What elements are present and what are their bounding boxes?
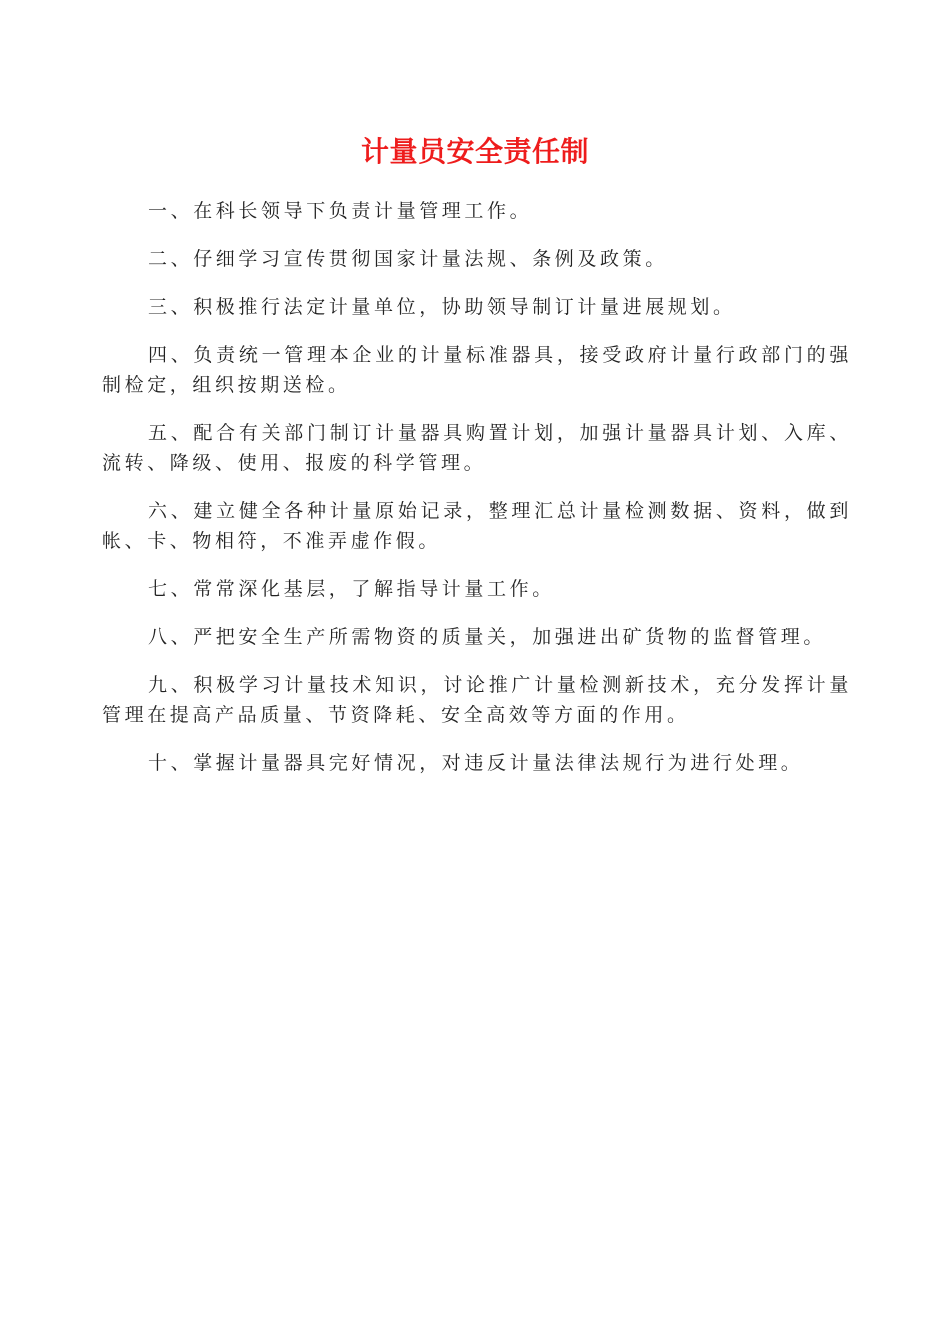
clause-item: 八、严把安全生产所需物资的质量关，加强进出矿货物的监督管理。 bbox=[148, 626, 827, 648]
clause-item: 十、掌握计量器具完好情况，对违反计量法律法规行为进行处理。 bbox=[148, 752, 804, 774]
clause-item: 六、建立健全各种计量原始记录，整理汇总计量检测数据、资料，做到帐、卡、物相符，不准弄虚作假。 bbox=[102, 500, 852, 552]
clause-item: 三、积极推行法定计量单位，协助领导制订计量进展规划。 bbox=[148, 296, 736, 318]
clause-item: 一、在科长领导下负责计量管理工作。 bbox=[148, 200, 533, 222]
clause-item: 二、仔细学习宣传贯彻国家计量法规、条例及政策。 bbox=[148, 248, 668, 270]
document-title: 计量员安全责任制 bbox=[360, 135, 589, 168]
clause-item: 五、配合有关部门制订计量器具购置计划，加强计量器具计划、入库、流转、降级、使用、报废的科学管理。 bbox=[102, 422, 852, 474]
clause-list bbox=[102, 196, 852, 778]
clause-item: 九、积极学习计量技术知识，讨论推广计量检测新技术，充分发挥计量管理在提高产品质量、节资降耗、安全高效等方面的作用。 bbox=[102, 674, 852, 726]
clause-item: 四、负责统一管理本企业的计量标准器具，接受政府计量行政部门的强制检定，组织按期送检。 bbox=[102, 344, 852, 396]
clause-item: 七、常常深化基层，了解指导计量工作。 bbox=[148, 578, 555, 600]
